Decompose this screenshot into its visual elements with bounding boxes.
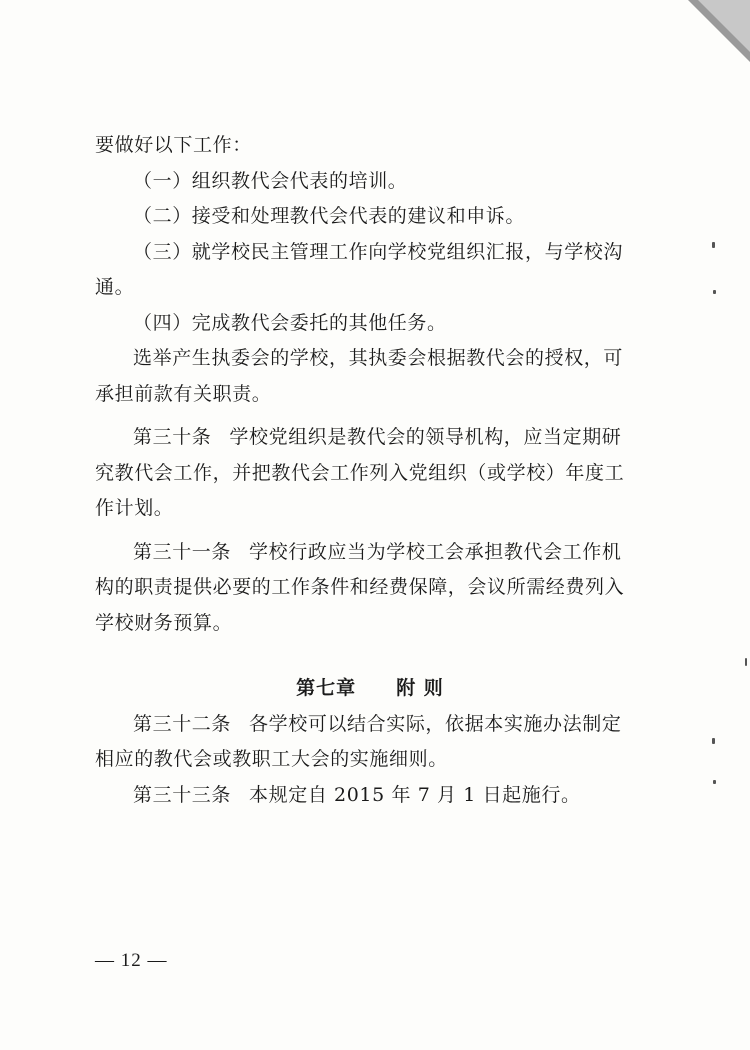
text-line: 相应的教代会或教职工大会的实施细则。: [95, 748, 448, 770]
text-line: 学校财务预算。: [95, 611, 233, 634]
article-text: 各学校可以结合实际，依据本实施办法制定: [249, 712, 622, 735]
scan-mark: [713, 290, 716, 294]
text-line: 通。: [95, 276, 135, 298]
article-heading: 第三十二条: [133, 712, 232, 735]
chapter-number: 第七章: [296, 677, 357, 699]
article-heading: 第三十条: [133, 426, 212, 448]
article-30: [95, 420, 645, 456]
article-heading: 第三十一条: [133, 540, 232, 563]
list-item: （二）接受和处理教代会代表的建议和申诉。: [133, 205, 526, 227]
chapter-title: 附 则: [396, 677, 444, 699]
article-heading: 第三十三条: [133, 783, 232, 806]
text-line: 构的职责提供必要的工作条件和经费保障，会议所需经费列入: [95, 576, 625, 598]
text-line: 究教代会工作，并把教代会工作列入党组织（或学校）年度工: [95, 461, 625, 484]
scan-mark: [745, 658, 747, 666]
article-text: 学校行政应当为学校工会承担教代会工作机: [249, 540, 622, 563]
article-33: [95, 778, 645, 814]
text-line: 作计划。: [95, 497, 174, 519]
text-line: 承担前款有关职责。: [95, 382, 272, 405]
page-number: — 12 —: [95, 950, 168, 971]
scan-mark: [712, 738, 715, 744]
document-body: [95, 128, 645, 813]
scan-mark: [712, 242, 715, 248]
article-32: [95, 707, 645, 743]
chapter-heading: [95, 671, 645, 707]
text-line: 要做好以下工作：: [95, 134, 252, 156]
list-item: （四）完成教代会委托的其他任务。: [133, 311, 447, 334]
article-text: 本规定自 2015 年 7 月 1 日起施行。: [249, 783, 581, 806]
page-corner-fold-inner: [698, 0, 750, 52]
article-31: [95, 535, 645, 571]
list-item: （一）组织教代会代表的培训。: [133, 169, 408, 192]
article-text: 学校党组织是教代会的领导机构，应当定期研: [229, 426, 622, 448]
text-line: 选举产生执委会的学校，其执委会根据教代会的授权，可: [133, 347, 624, 369]
list-item: （三）就学校民主管理工作向学校党组织汇报，与学校沟: [133, 240, 624, 263]
scan-mark: [713, 780, 716, 784]
